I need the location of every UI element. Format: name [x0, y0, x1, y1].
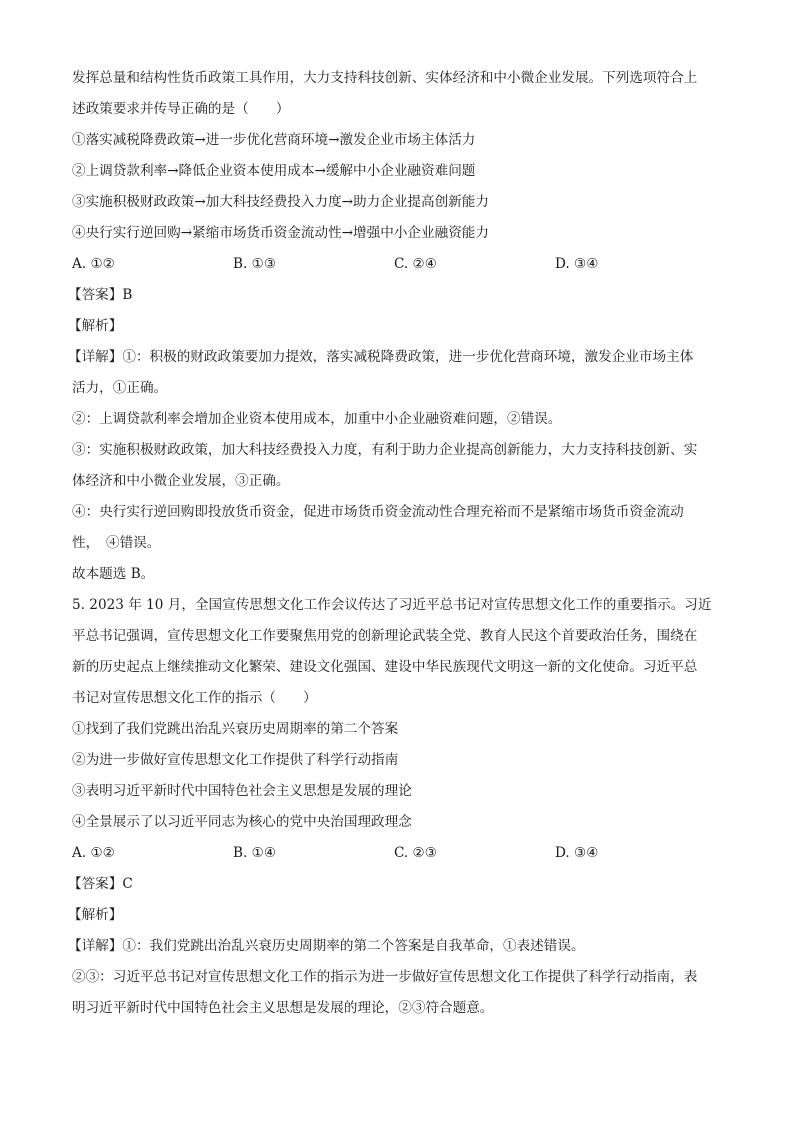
choice-item: ①找到了我们党跳出治乱兴衰历史周期率的第二个答案: [72, 721, 399, 737]
analysis-label: 【解析】: [68, 907, 123, 923]
choice-item: ②上调贷款利率→降低企业资本使用成本→缓解中小企业融资难问题: [72, 163, 476, 179]
choice-item: ③实施积极财政政策→加大科技经费投入力度→助力企业提高创新能力: [72, 194, 489, 210]
option-c: C. ②③: [394, 845, 437, 861]
choice-item: ④全景展示了以习近平同志为核心的党中央治国理政理念: [72, 814, 412, 830]
analysis-line: ④：央行实行逆回购即投放货币资金，促进市场货币资金流动性合理充裕而不是紧缩市场货币资金流动: [72, 504, 684, 520]
analysis-line: 性， ④错误。: [72, 535, 161, 551]
option-c: C. ②④: [394, 256, 437, 272]
option-d: D. ③④: [555, 845, 599, 861]
question-stem-line: 新的历史起点上继续推动文化繁荣、建设文化强国、建设中华民族现代文明这一新的文化使命。习近平总: [72, 659, 698, 675]
question-stem-line: 书记对宣传思想文化工作的指示（ ）: [72, 690, 317, 706]
answer-label: 【答案】B: [68, 287, 133, 303]
analysis-line: 【详解】①：我们党跳出治乱兴衰历史周期率的第二个答案是自我革命，①表述错误。: [68, 938, 585, 954]
choice-item: ③表明习近平新时代中国特色社会主义思想是发展的理论: [72, 783, 412, 799]
analysis-line: 明习近平新时代中国特色社会主义思想是发展的理论，②③符合题意。: [72, 1000, 494, 1016]
analysis-line: ②：上调贷款利率会增加企业资本使用成本，加重中小企业融资难问题，②错误。: [72, 411, 562, 427]
analysis-line: 体经济和中小微企业发展，③正确。: [72, 473, 290, 489]
document-page: [68, 63, 724, 1024]
question-4: [68, 63, 724, 590]
choice-item: ①落实减税降费政策→进一步优化营商环境→激发企业市场主体活力: [72, 132, 476, 148]
analysis-conclusion: 故本题选 B。: [72, 566, 155, 582]
analysis-label: 【解析】: [68, 318, 123, 334]
choice-item: ④央行实行逆回购→紧缩市场货币资金流动性→增强中小企业融资能力: [72, 225, 489, 241]
question-stem-line: 发挥总量和结构性货币政策工具作用，大力支持科技创新、实体经济和中小微企业发展。下列选项符合上: [72, 70, 698, 86]
analysis-line: 活力，①正确。: [72, 380, 168, 396]
option-d: D. ③④: [555, 256, 599, 272]
option-a: A. ①②: [72, 256, 115, 272]
question-stem-line: 平总书记强调，宣传思想文化工作要聚焦用党的创新理论武装全党、教育人民这个首要政治任务，围绕在: [72, 628, 698, 644]
option-row: [72, 249, 724, 280]
answer-label: 【答案】C: [68, 876, 133, 892]
analysis-line: ②③：习近平总书记对宣传思想文化工作的指示为进一步做好宣传思想文化工作提供了科学行动指南，表: [72, 969, 698, 985]
option-row: [72, 838, 724, 869]
option-b: B. ①③: [233, 256, 277, 272]
analysis-line: ③：实施积极财政政策，加大科技经费投入力度，有利于助力企业提高创新能力，大力支持科技创新、实: [72, 442, 698, 458]
question-5: [68, 590, 724, 1024]
option-a: A. ①②: [72, 845, 115, 861]
question-stem-line: 述政策要求并传导正确的是（ ）: [72, 101, 290, 117]
analysis-line: 【详解】①：积极的财政政策要加力提效，落实减税降费政策，进一步优化营商环境，激发企业市场主体: [68, 349, 694, 365]
question-stem-line: 5. 2023 年 10 月，全国宣传思想文化工作会议传达了习近平总书记对宣传思想文化工作的重要指示。习近: [72, 597, 712, 613]
choice-item: ②为进一步做好宣传思想文化工作提供了科学行动指南: [72, 752, 399, 768]
option-b: B. ①④: [233, 845, 277, 861]
